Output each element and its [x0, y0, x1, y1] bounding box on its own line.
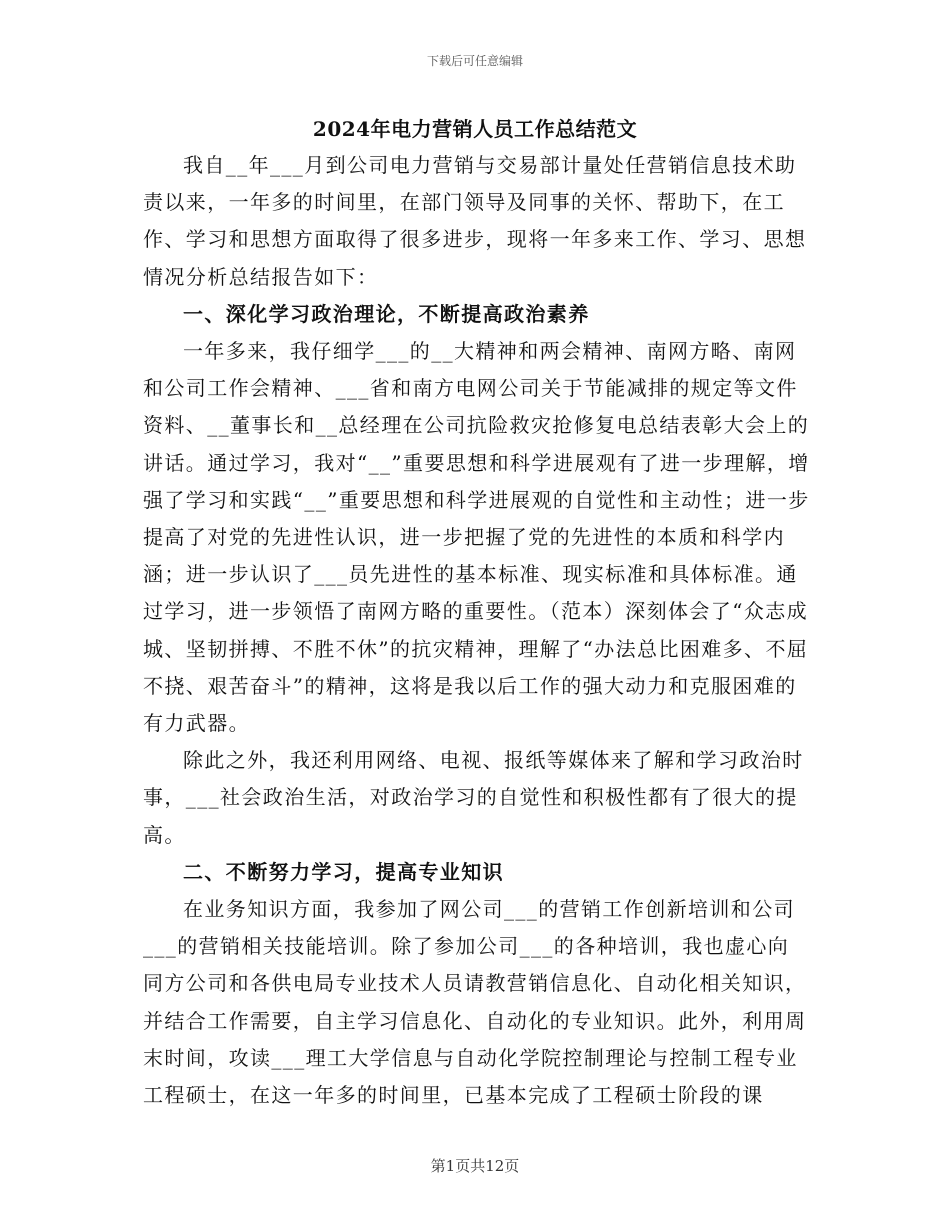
paragraph-professional-study: 在业务知识方面，我参加了网公司___的营销工作创新培训和公司___的营销相关技能培训。除了参加公司___的各种培训，我也虚心向同方公司和各供电局专业技术人员请教营销信息化、自动化相关知识，并结合工作需要，自主学习信息化、自动化的专业知识。此外，利用周末时间，攻读___理工大学信息与自动化学院控制理论与控制工程专业工程硕士，在这一年多的时间里，已基本完成了工程硕士阶段的课 — [143, 897, 807, 1108]
document-title: 2024年电力营销人员工作总结范文 — [312, 117, 638, 141]
document-body — [143, 147, 810, 1114]
page-number: 第1页共12页 — [430, 1157, 520, 1175]
header-note: 下载后可任意编辑 — [426, 54, 523, 68]
paragraph-political-study: 一年多来，我仔细学___的__大精神和两会精神、南网方略、南网和公司工作会精神、___省和南方电网公司关于节能减排的规定等文件资料、__董事长和__总经理在公司抗险救灾抢修复电总结表彰大会上的讲话。通过学习，我对“__”重要思想和科学进展观有了进一步理解，增强了学习和实践“__”重要思想和科学进展观的自觉性和主动性；进一步提高了对党的先进性认识，进一步把握了党的先进性的本质和科学内涵；进一步认识了___员先进性的基本标准、现实标准和具体标准。通过学习，进一步领悟了南网方略的重要性。（范本）深刻体会了“众志成城、坚韧拼搏、不胜不休”的抗灾精神，理解了“办法总比困难多、不屈不挠、艰苦奋斗”的精神，这将是我以后工作的强大动力和克服困难的有力武器。 — [143, 339, 810, 736]
paragraph-media-study: 除此之外，我还利用网络、电视、报纸等媒体来了解和学习政治时事，___社会政治生活，对政治学习的自觉性和积极性都有了很大的提高。 — [143, 748, 804, 847]
paragraph-intro: 我自__年___月到公司电力营销与交易部计量处任营销信息技术助责以来，一年多的时间里，在部门领导及同事的关怀、帮助下，在工作、学习和思想方面取得了很多进步，现将一年多来工作、学习、思想情况分析总结报告如下： — [143, 153, 807, 289]
section-heading-2: 二、不断努力学习，提高专业知识 — [183, 859, 504, 884]
section-heading-1: 一、深化学习政治理论，不断提高政治素养 — [183, 301, 590, 326]
